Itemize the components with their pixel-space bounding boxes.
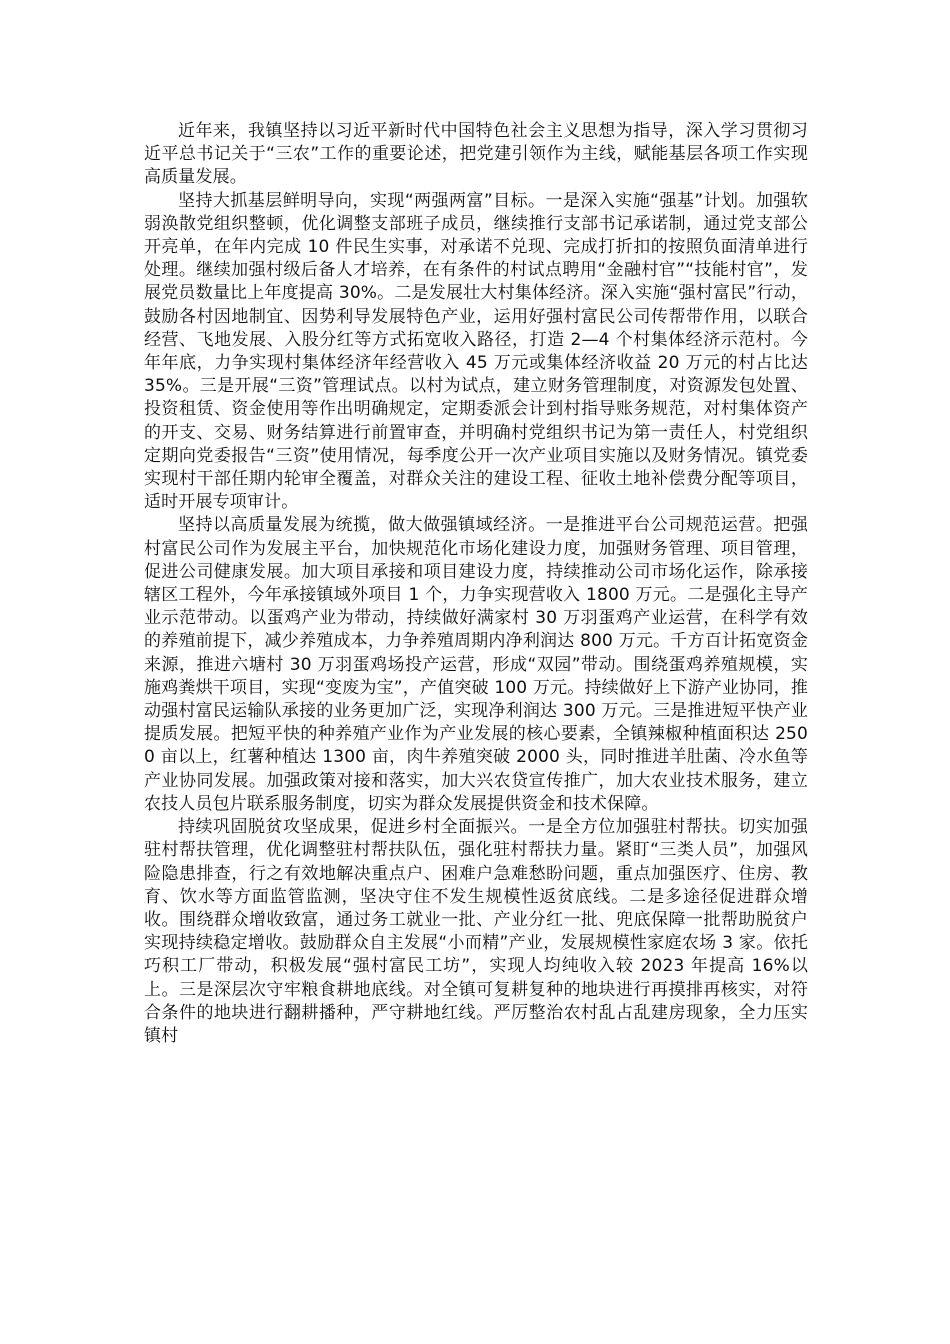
paragraph-revitalization: 持续巩固脱贫攻坚成果，促进乡村全面振兴。一是全方位加强驻村帮扶。切实加强驻村帮扶管理，优化调整驻村帮扶队伍，强化驻村帮扶力量。紧盯“三类人员”，加强风险隐患排查，行之有效地解决重点户、困难户急难愁盼问题，重点加强医疗、住房、教育、饮水等方面监管监测，坚决守住不发生规模性返贫底线。二是多途径促进群众增收。围绕群众增收致富，通过务工就业一批、产业分红一批、兜底保障一批帮助脱贫户实现持续稳定增收。鼓励群众自主发展“小而精”产业，发展规模性家庭农场 3 家。依托巧积工厂带动，积极发展“强村富民工坊”，实现人均纯收入较 2023 年提高 16%以上。三是深层次守牢粮食耕地底线。对全镇可复耕复种的地块进行再摸排再核实，对符合条件的地块进行翻耕播种，严守耕地红线。严厉整治农村乱占乱建房现象，全力压实镇村 xyxy=(144,817,808,1046)
paragraph-economy: 坚持以高质量发展为统揽，做大做强镇域经济。一是推进平台公司规范运营。把强村富民公司作为发展主平台，加快规范化市场化建设力度，加强财务管理、项目管理，促进公司健康发展。加大项目承接和项目建设力度，持续推动公司市场化运作，除承接辖区工程外，今年承接镇域外项目 1 个，力争实现营收入 1800 万元。二是强化主导产业示范带动。以蛋鸡产业为带动，持续做好满家村 30 万羽蛋鸡产业运营，在科学有效的养殖前提下，减少养殖成本，力争养殖周期内净利润达 800 万元。千方百计拓宽资金来源，推进六塘村 30 万羽蛋鸡场投产运营，形成“双园”带动。围绕蛋鸡养殖规模，实施鸡粪烘干项目，实现“变废为宝”，产值突破 100 万元。持续做好上下游产业协同，推动强村富民运输队承接的业务更加广泛，实现净利润达 300 万元。三是推进短平快产业提质发展。把短平快的种养殖产业作为产业发展的核心要素，全镇辣椒种植面积达 2500 亩以上，红薯种植达 1300 亩，肉牛养殖突破 2000 头，同时推进羊肚菌、冷水鱼等产业协同发展。加强政策对接和落实，加大兴农贷宣传推广，加大农业技术服务，建立农技人员包片联系服务制度，切实为群众发展提供资金和技术保障。 xyxy=(144,515,808,814)
paragraph-intro: 近年来，我镇坚持以习近平新时代中国特色社会主义思想为指导，深入学习贯彻习近平总书记关于“三农”工作的重要论述，把党建引领作为主线，赋能基层各项工作实现高质量发展。 xyxy=(144,121,808,188)
paragraph-grassroots: 坚持大抓基层鲜明导向，实现“两强两富”目标。一是深入实施“强基”计划。加强软弱涣散党组织整顿，优化调整支部班子成员，继续推行支部书记承诺制，通过党支部公开亮单，在年内完成 10 件民生实事，对承诺不兑现、完成打折扣的按照负面清单进行处理。继续加强村级后备人才培养，在有条件的村试点聘用“金融村官”“技能村官”，发展党员数量比上年度提高 30%。二是发展壮大村集体经济。深入实施“强村富民”行动，鼓励各村因地制宜、因势利导发展特色产业，运用好强村富民公司传帮带作用，以联合经营、飞地发展、入股分红等方式拓宽收入路径，打造 2—4 个村集体经济示范村。今年年底，力争实现村集体经济年经营收入 45 万元或集体经济收益 20 万元的村占比达 35%。三是开展“三资”管理试点。以村为试点，建立财务管理制度，对资源发包处置、投资租赁、资金使用等作出明确规定，定期委派会计到村指导账务规范，对村集体资产的开支、交易、财务结算进行前置审查，并明确村党组织书记为第一责任人，村党组织定期向党委报告“三资”使用情况，每季度公开一次产业项目实施以及财务情况。镇党委实现村干部任期内轮审全覆盖，对群众关注的建设工程、征收土地补偿费分配等项目，适时开展专项审计。 xyxy=(144,190,808,513)
document-body xyxy=(144,120,808,1048)
